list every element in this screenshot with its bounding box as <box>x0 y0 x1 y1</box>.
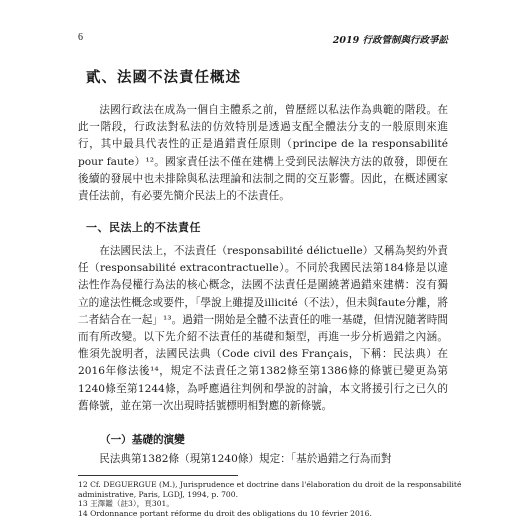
paragraph-civil-law-tort: 在法國民法上，不法責任（responsabilité délictuelle）又稱為契約外責任（responsabilité extracontractuelle）。不同於我國民法第184條是以違法性作為侵權行為法的核心概念，法國不法責任是圍繞著過錯來建構：沒有獨立的違法性概念或要件，「學說上雖提及illicité（不法），但未與faute分離，將二者結合在一起」¹³。過錯一開始是全體不法責任的唯一基礎，但情況隨著時間而有所改變。以下先介紹不法責任的基礎和類型，再進一步分析過錯之內涵。惟須先說明者，法國民法典（Code civil des Français，下稱：民法典）在2016年修法後¹⁴，規定不法責任之第1382條至第1386條的條號已變更為第1240條至第1244條，為呼應過往判例和學說的討論，本文將援引行之已久的舊條號，並在第一次出現時括號標明相對應的新條號。 <box>78 245 448 412</box>
running-head: 2019 行政管制與行政爭訟 <box>332 35 448 46</box>
footnote-12: 12 Cf. DEGUERGUE (M.), Jurisprudence et doctrine dans l'élaboration du droit de la responsabilité administrative, Paris, LGDJ, 1994, p. 700. <box>78 480 462 499</box>
subsection-heading-civil-law: 一、民法上的不法責任 <box>86 221 201 234</box>
footnote-13: 13 王澤鑑（註3），頁301。 <box>78 499 174 509</box>
subsection-heading-foundation: （一）基礎的演變 <box>100 434 185 446</box>
footnotes <box>78 480 468 518</box>
paragraph-article-1382: 民法典第1382條（現第1240條）規定：「基於過錯之行為而對 <box>99 453 392 465</box>
paragraph-intro: 法國行政法在成為一個自主體系之前，曾歷經以私法作為典範的階段。在此一階段，行政法對私法的仿效特別是透過支配全體法分支的一般原則來進行，其中最具代表性的正是過錯責任原則（principe de la responsabilité pour faute）¹²。國家責任法不僅在建構上受到民法解決方法的啟發，即便在後續的發展中也未排除與私法理論和法制之間的交互影響。因此，在概述國家責任法前，有必要先簡介民法上的不法責任。 <box>78 104 448 203</box>
footnote-14: 14 Ordonnance portant réforme du droit des obligations du 10 février 2016. <box>78 508 372 518</box>
page-number: 6 <box>78 32 83 43</box>
section-title: 貳、法國不法責任概述 <box>86 69 241 86</box>
footnote-divider <box>78 475 238 476</box>
